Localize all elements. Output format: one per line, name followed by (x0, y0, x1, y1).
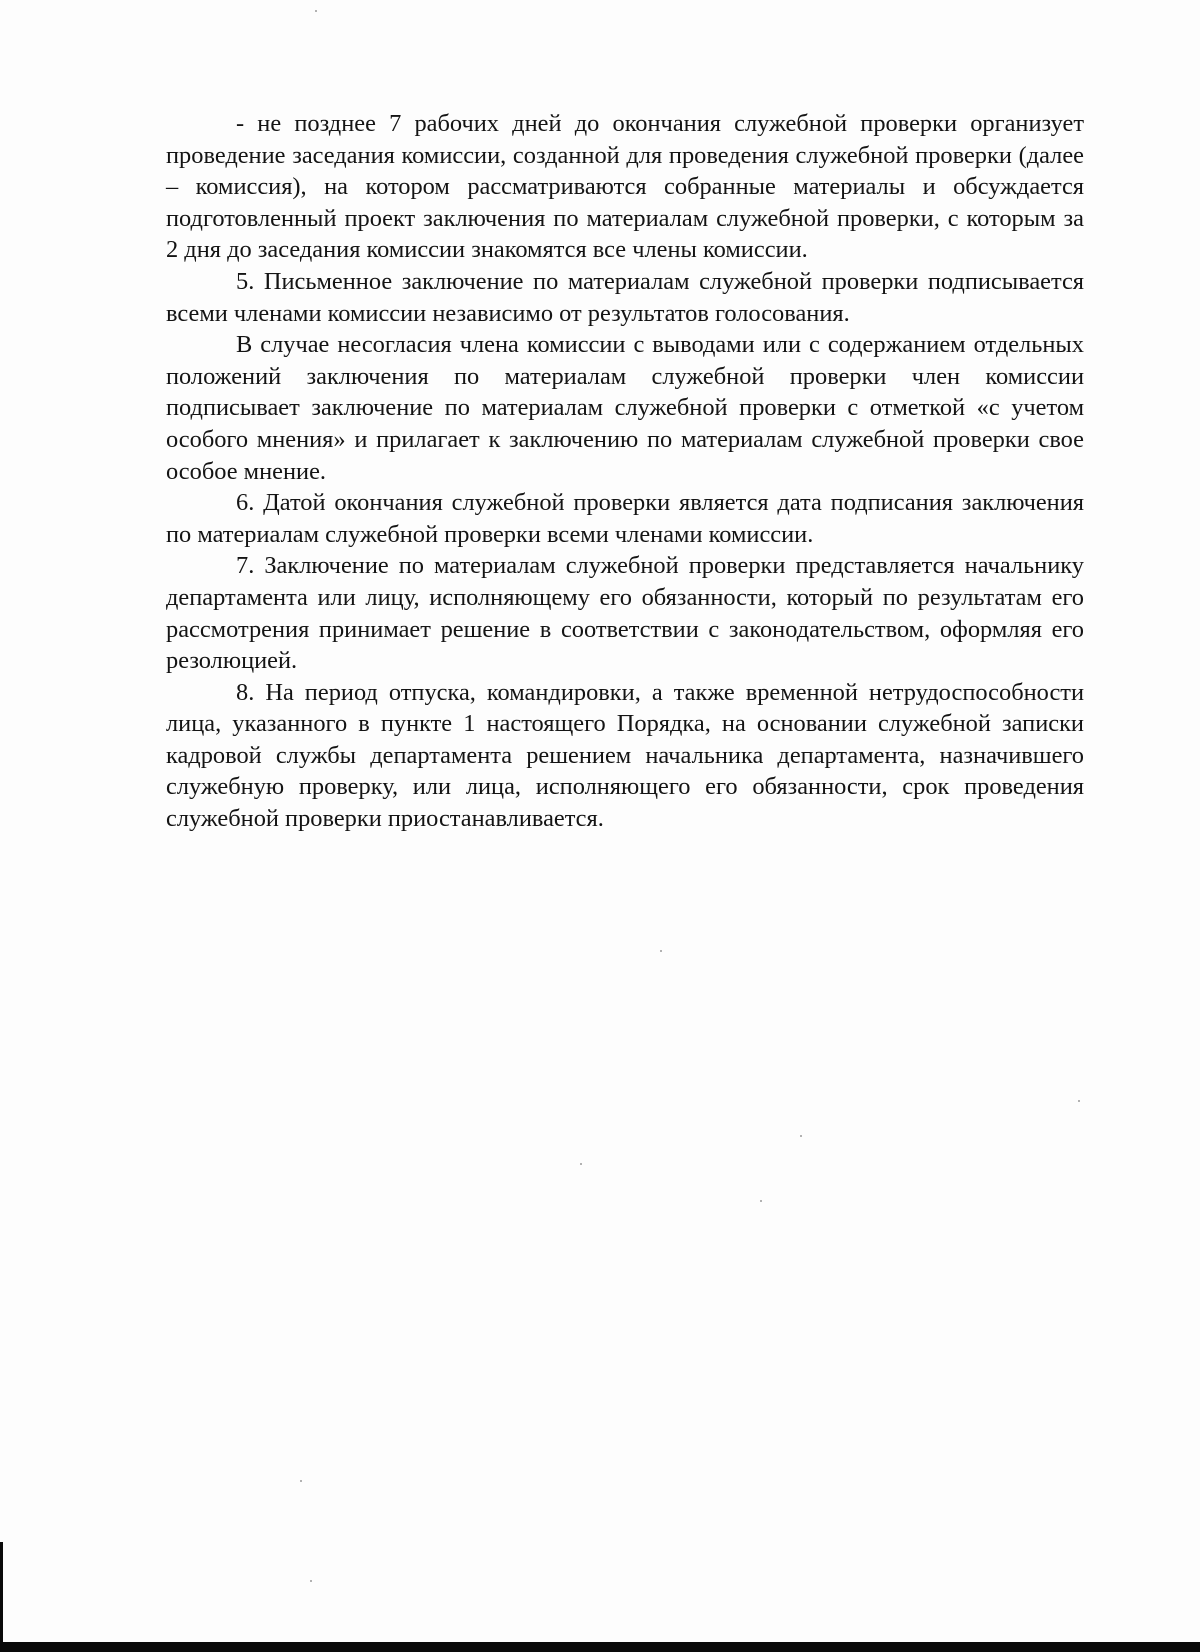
scan-speck (315, 10, 317, 12)
paragraph-item-7: 7. Заключение по материалам служебной проверки представляется начальнику департамента или лицу, исполняющему его обязанности, который по результатам его рассмотрения принимает решение в соответствии с законодательством, оформляя его резолюцией. (166, 552, 1084, 675)
scan-edge-left (0, 1542, 3, 1652)
scan-speck (660, 950, 662, 952)
paragraph-item-6: 6. Датой окончания служебной проверки является дата подписания заключения по материалам служебной проверки всеми членами комиссии. (166, 489, 1084, 548)
paragraph-item-5: 5. Письменное заключение по материалам служебной проверки подписывается всеми членами комиссии независимо от результатов голосования. (166, 267, 1084, 327)
scan-speck (1078, 1100, 1080, 1102)
paragraph-commission-meeting: - не позднее 7 рабочих дней до окончания служебной проверки организует проведение заседания комиссии, созданной для проведения служебной проверки (далее – комиссия), на котором рассматриваются собранные материалы и обсуждается подготовленный проект заключения по материалам служебной проверки, с которым за 2 дня до заседания комиссии знакомятся все члены комиссии. (166, 110, 1084, 264)
scan-speck (760, 1200, 762, 1202)
document-body (166, 108, 1084, 835)
paragraph-dissent: В случае несогласия члена комиссии с выводами или с содержанием отдельных положений заключения по материалам служебной проверки член комиссии подписывает заключение по материалам служебной проверки с отметкой «с учетом особого мнения» и прилагает к заключению по материалам служебной проверки свое особое мнение. (166, 331, 1084, 485)
scan-speck (310, 1580, 312, 1582)
scan-speck (580, 1163, 582, 1165)
scan-edge-bottom (0, 1642, 1200, 1652)
scan-speck (300, 1480, 302, 1482)
paragraph-item-8: 8. На период отпуска, командировки, а также временной нетрудоспособности лица, указанного в пункте 1 настоящего Порядка, на основании служебной записки кадровой службы департамента решением начальника департамента, назначившего служебную проверку, или лица, исполняющего его обязанности, срок проведения служебной проверки приостанавливается. (166, 678, 1084, 833)
scan-speck (800, 1135, 802, 1137)
